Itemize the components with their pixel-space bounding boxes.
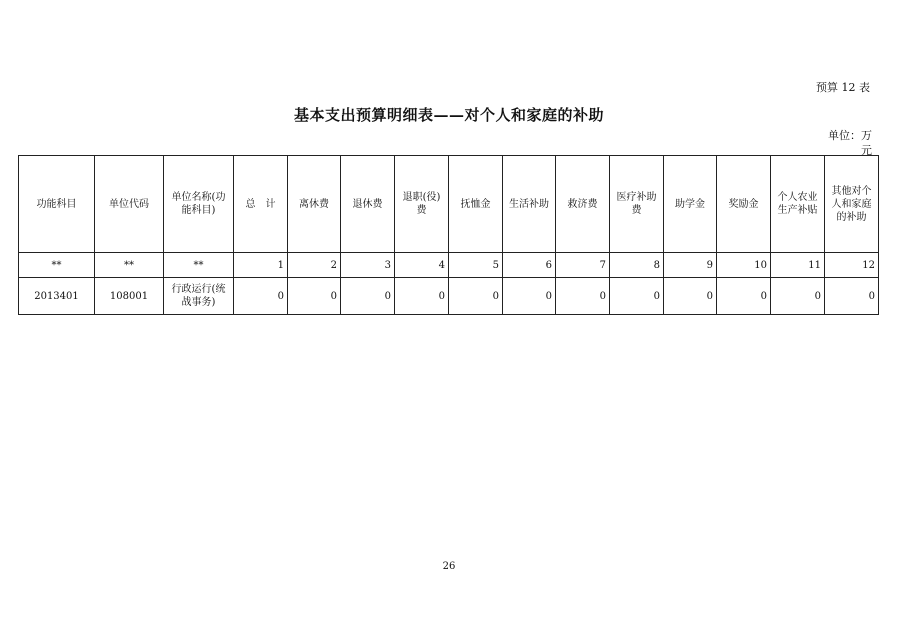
table-cell: 0 [556,278,610,315]
table-cell: 0 [341,278,395,315]
unit-label: 单位：万元 [828,129,872,157]
column-header: 总 计 [234,156,288,253]
column-header: 奖励金 [717,156,771,253]
table-cell: ** [164,253,234,278]
column-header: 抚恤金 [449,156,503,253]
table-cell: 行政运行(统战事务) [164,278,234,315]
table-cell: 8 [610,253,664,278]
table-cell: 6 [503,253,556,278]
table-cell: 0 [825,278,879,315]
code-row [19,253,879,278]
table-cell: 5 [449,253,503,278]
column-header: 单位代码 [95,156,164,253]
table-cell: 3 [341,253,395,278]
column-header: 医疗补助费 [610,156,664,253]
table-cell: 11 [771,253,825,278]
table-cell: 0 [395,278,449,315]
table-cell: 2013401 [19,278,95,315]
column-header: 救济费 [556,156,610,253]
table-cell: 0 [234,278,288,315]
table-cell: 10 [717,253,771,278]
column-header: 功能科目 [19,156,95,253]
table-cell: 7 [556,253,610,278]
subsidy-table [18,155,879,315]
table-cell: 1 [234,253,288,278]
table-cell: 0 [503,278,556,315]
column-header: 其他对个人和家庭的补助 [825,156,879,253]
column-header: 退休费 [341,156,395,253]
column-header: 单位名称(功能科目) [164,156,234,253]
header-row [19,156,879,253]
table-cell: 0 [717,278,771,315]
table-cell: 0 [610,278,664,315]
table-cell: ** [19,253,95,278]
table-cell: 9 [664,253,717,278]
table-cell: 108001 [95,278,164,315]
table-cell: 4 [395,253,449,278]
page-title: 基本支出预算明细表——对个人和家庭的补助 [293,106,604,124]
table-cell: 0 [449,278,503,315]
table-cell: 2 [288,253,341,278]
table-cell: 0 [288,278,341,315]
column-header: 个人农业生产补贴 [771,156,825,253]
column-header: 离休费 [288,156,341,253]
form-number: 预算 12 表 [816,81,870,94]
column-header: 助学金 [664,156,717,253]
table-cell: ** [95,253,164,278]
table-cell: 0 [664,278,717,315]
table-cell: 0 [771,278,825,315]
column-header: 生活补助 [503,156,556,253]
table-cell: 12 [825,253,879,278]
column-header: 退职(役)费 [395,156,449,253]
table-row [19,278,879,315]
page-number: 26 [442,561,456,572]
